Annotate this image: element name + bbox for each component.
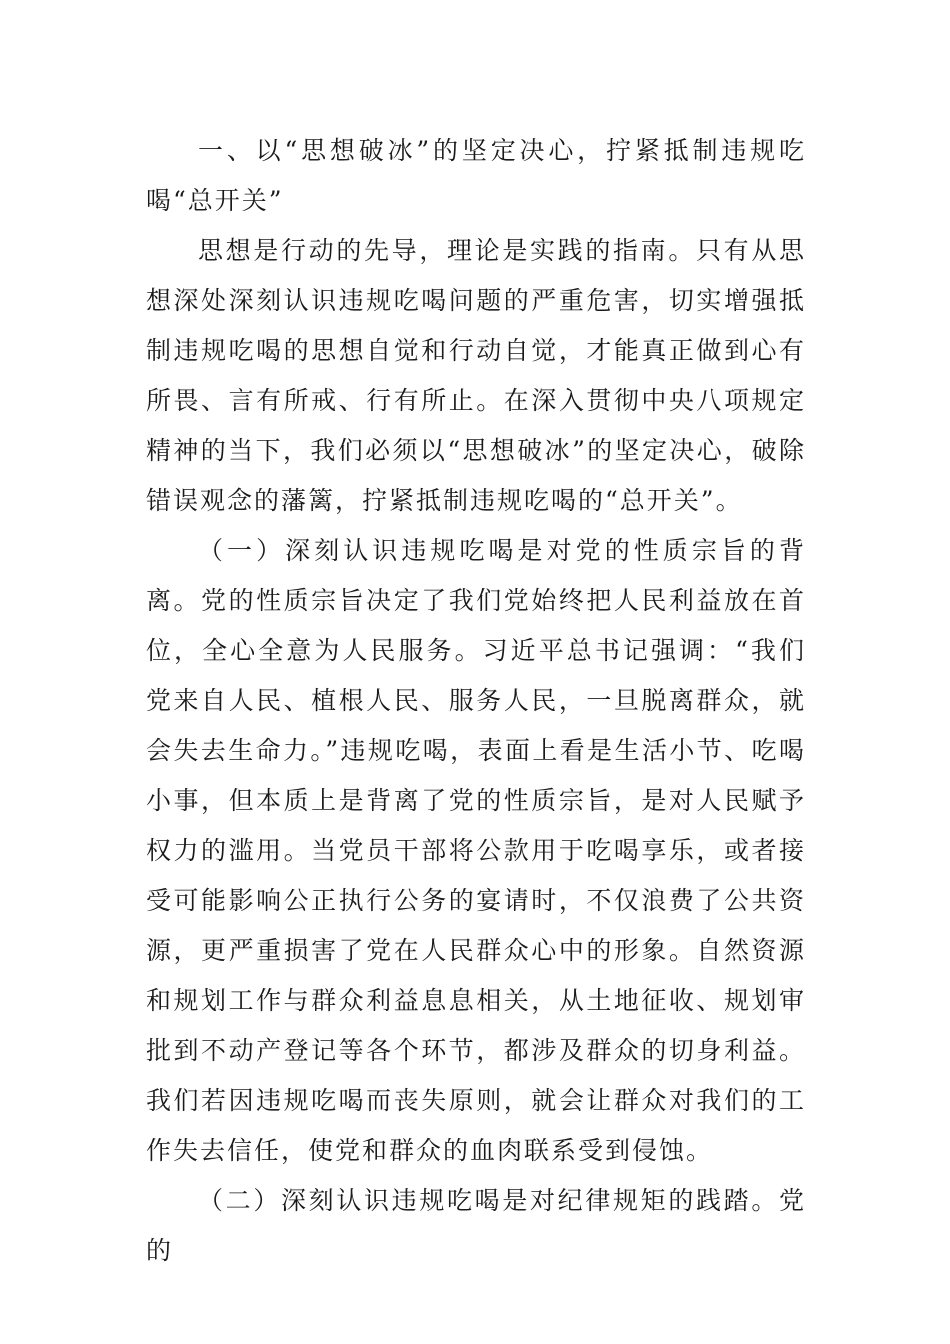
document-body <box>146 126 806 1276</box>
paragraph-point-1: （一）深刻认识违规吃喝是对党的性质宗旨的背离。党的性质宗旨决定了我们党始终把人民利益放在首位，全心全意为人民服务。习近平总书记强调：“我们党来自人民、植根人民、服务人民，一旦脱离群众，就会失去生命力。”违规吃喝，表面上看是生活小节、吃喝小事，但本质上是背离了党的性质宗旨，是对人民赋予权力的滥用。当党员干部将公款用于吃喝享乐，或者接受可能影响公正执行公务的宴请时，不仅浪费了公共资源，更严重损害了党在人民群众心中的形象。自然资源和规划工作与群众利益息息相关，从土地征收、规划审批到不动产登记等各个环节，都涉及群众的切身利益。我们若因违规吃喝而丧失原则，就会让群众对我们的工作失去信任，使党和群众的血肉联系受到侵蚀。 <box>146 536 806 1165</box>
section-heading: 一、以“思想破冰”的坚定决心，拧紧抵制违规吃喝“总开关” <box>146 136 806 215</box>
paragraph-point-2: （二）深刻认识违规吃喝是对纪律规矩的践踏。党的 <box>146 1186 806 1265</box>
paragraph-intro: 思想是行动的先导，理论是实践的指南。只有从思想深处深刻认识违规吃喝问题的严重危害，切实增强抵制违规吃喝的思想自觉和行动自觉，才能真正做到心有所畏、言有所戒、行有所止。在深入贯彻中央八项规定精神的当下，我们必须以“思想破冰”的坚定决心，破除错误观念的藩篱，拧紧抵制违规吃喝的“总开关”。 <box>146 236 806 515</box>
